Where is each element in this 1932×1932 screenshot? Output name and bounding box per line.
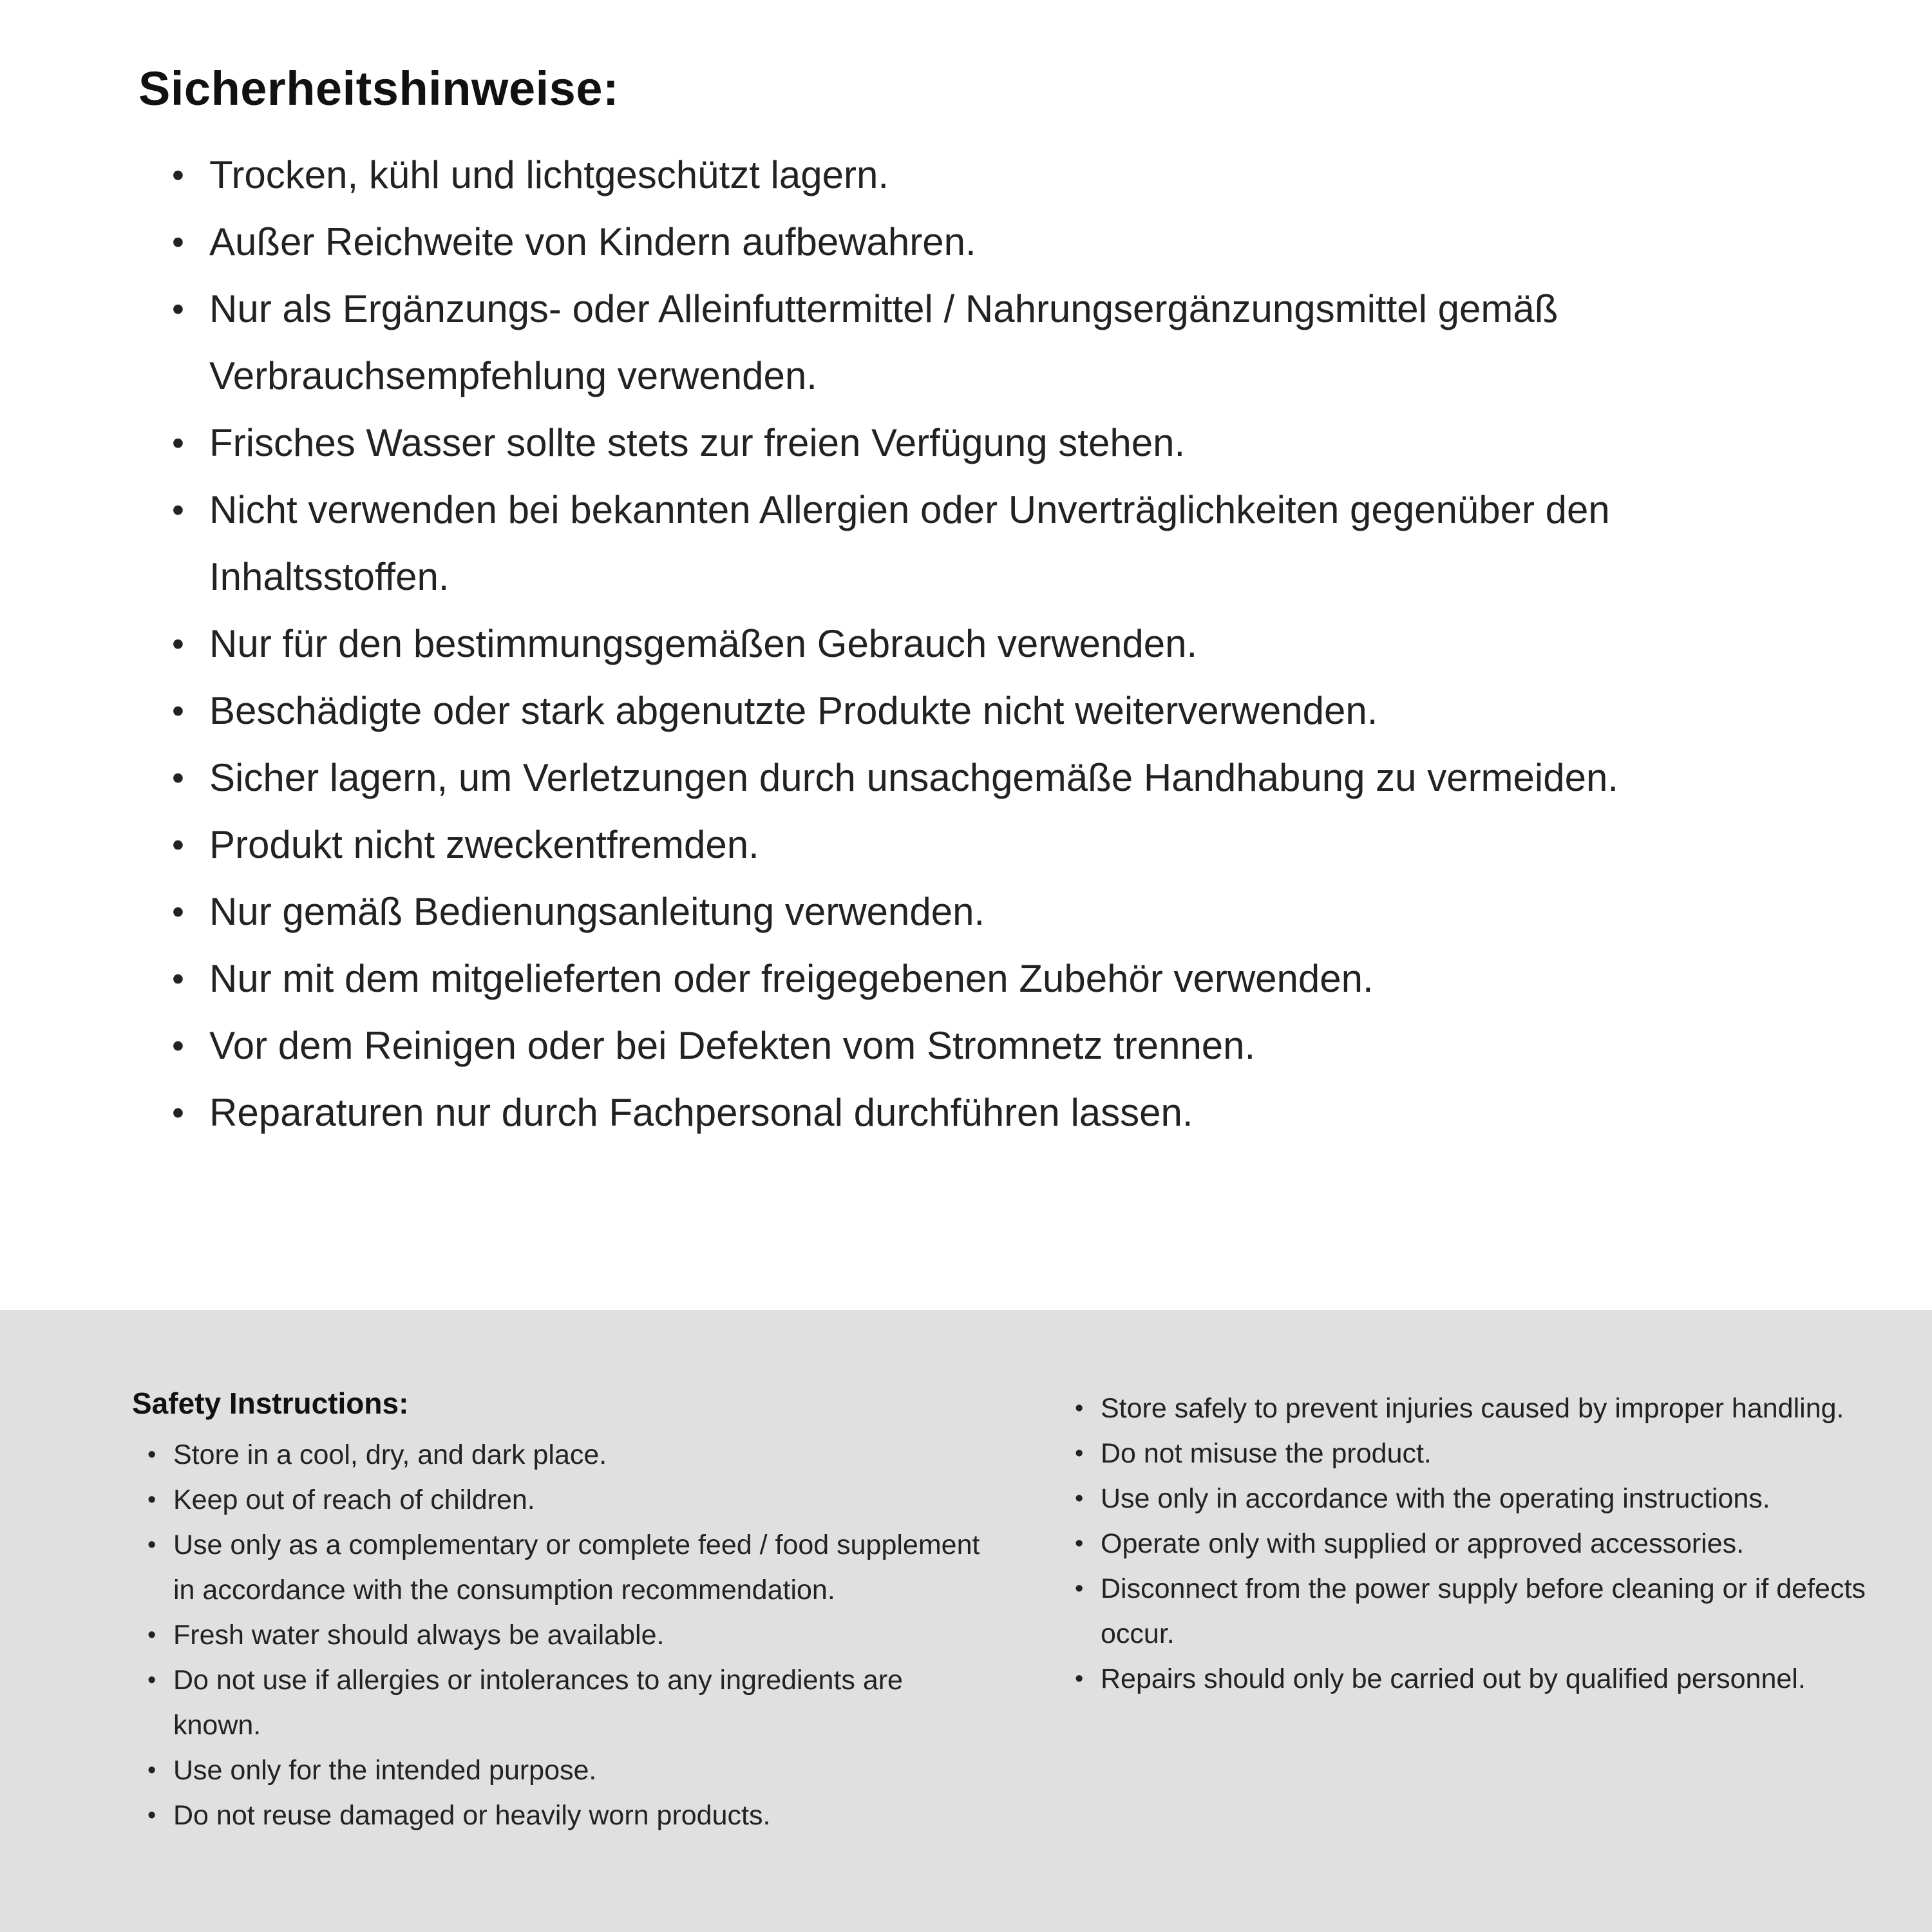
- bullet-item: • Operate only with supplied or approved accessories.: [1059, 1521, 1871, 1566]
- bullet-item: • Disconnect from the power supply before cleaning or if defects occur.: [1059, 1566, 1871, 1656]
- bullet-item: • Repairs should only be carried out by qualified personnel.: [1059, 1656, 1871, 1701]
- bullet-item: • Fresh water should always be available.: [132, 1613, 989, 1658]
- bullet-item: • Do not reuse damaged or heavily worn products.: [132, 1793, 989, 1838]
- bullet-item: • Beschädigte oder stark abgenutzte Produkte nicht weiterverwenden.: [138, 677, 1787, 744]
- bullet-item: • Trocken, kühl und lichtgeschützt lagern.: [138, 142, 1787, 209]
- english-left-column: [132, 1386, 989, 1893]
- bullet-item: • Do not misuse the product.: [1059, 1431, 1871, 1476]
- bullet-item: • Store safely to prevent injuries caused by improper handling.: [1059, 1386, 1871, 1431]
- german-section-title: Sicherheitshinweise:: [138, 62, 620, 115]
- bullet-item: • Nur als Ergänzungs- oder Alleinfuttermittel / Nahrungsergänzungsmittel gemäß Verbrauchsempfehlung verwenden.: [138, 276, 1787, 410]
- bullet-item: • Vor dem Reinigen oder bei Defekten vom Stromnetz trennen.: [138, 1012, 1787, 1079]
- bullet-item: • Reparaturen nur durch Fachpersonal durchführen lassen.: [138, 1079, 1787, 1146]
- bullet-item: • Produkt nicht zweckentfremden.: [138, 811, 1787, 878]
- bullet-item: • Nur mit dem mitgelieferten oder freigegebenen Zubehör verwenden.: [138, 945, 1787, 1012]
- bullet-item: • Do not use if allergies or intolerances to any ingredients are known.: [132, 1658, 989, 1748]
- bullet-item: • Use only in accordance with the operating instructions.: [1059, 1476, 1871, 1521]
- english-right-column: [1059, 1386, 1871, 1893]
- english-safety-section: [0, 1310, 1932, 1932]
- english-bullet-list-left: [132, 1432, 989, 1838]
- bullet-item: • Außer Reichweite von Kindern aufbewahren.: [138, 209, 1787, 276]
- bullet-item: • Nur gemäß Bedienungsanleitung verwenden.: [138, 878, 1787, 945]
- bullet-item: • Keep out of reach of children.: [132, 1477, 989, 1522]
- bullet-item: • Sicher lagern, um Verletzungen durch unsachgemäße Handhabung zu vermeiden.: [138, 744, 1787, 811]
- bullet-item: • Nur für den bestimmungsgemäßen Gebrauch verwenden.: [138, 611, 1787, 677]
- bullet-item: • Nicht verwenden bei bekannten Allergien oder Unverträglichkeiten gegenüber den Inhaltsstoffen.: [138, 477, 1787, 611]
- german-bullet-list: [138, 142, 1787, 1146]
- english-bullet-list-right: [1059, 1386, 1871, 1701]
- english-section-title: Safety Instructions:: [132, 1387, 409, 1420]
- bullet-item: • Frisches Wasser sollte stets zur freien Verfügung stehen.: [138, 410, 1787, 477]
- bullet-item: • Store in a cool, dry, and dark place.: [132, 1432, 989, 1477]
- bullet-item: • Use only for the intended purpose.: [132, 1748, 989, 1793]
- bullet-item: • Use only as a complementary or complete feed / food supplement in accordance with the consumption recommendation.: [132, 1522, 989, 1613]
